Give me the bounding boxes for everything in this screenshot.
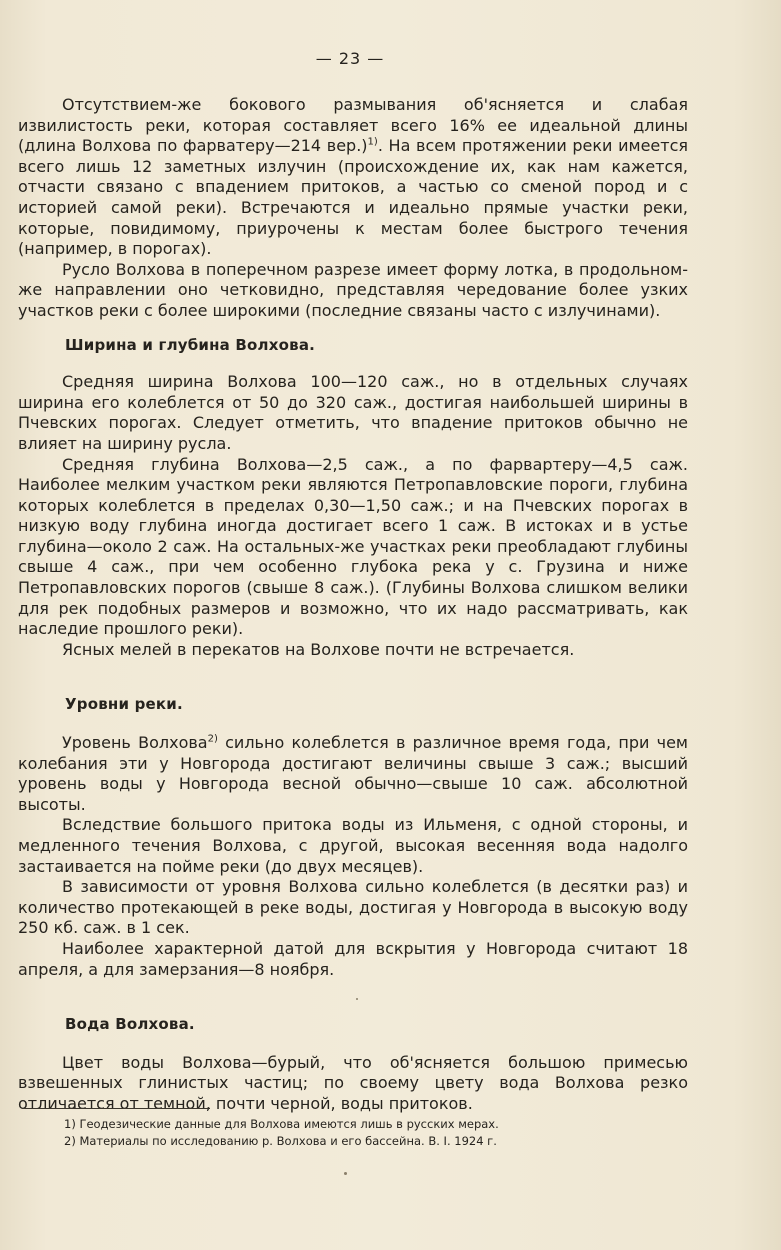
section-heading-levels: Уровни реки.	[65, 695, 183, 714]
paragraph-levels-1: Уровень Волхова$^{2)}$ сильно колеблется в различное время года, при чем колебания эти у Новгорода достигают величины свыше 3 саж.; высший уровень воды у Новгорода весной обычно—свыше 10 саж. абсолютной высоты.	[18, 733, 688, 814]
paragraph-intro-2: Русло Волхова в поперечном разрезе имеет форму лотка, в продольном-же направлении оно четковидно, представляя чередование более узких участков реки с более широкими (последние связаны часто с излучинами).	[18, 259, 688, 320]
paragraph-water: Цвет воды Волхова—бурый, что об'ясняется большою примесью взвешенных глинистых частиц; по своему цвету вода Волхова резко отличается от темной, почти черной, воды притоков.	[18, 1052, 688, 1113]
paragraph-levels-2: Вследствие большого притока воды из Ильменя, с одной стороны, и медленного течения Волхова, с другой, высокая весенняя вода надолго застаивается на пойме реки (до двух месяцев).	[18, 815, 688, 876]
section-heading-water: Вода Волхова.	[65, 1015, 195, 1034]
footnote-1: 1) Геодезические данные для Волхова имеются лишь в русских мерах.	[64, 1117, 499, 1131]
footnote-divider	[22, 1108, 210, 1109]
footnotes	[64, 1116, 624, 1150]
paragraph-levels-3: В зависимости от уровня Волхова сильно колеблется (в десятки раз) и количество протекающей в реке воды, достигая у Новгорода в высокую воду 250 кб. саж. в 1 сек.	[18, 877, 688, 938]
paragraph-levels-4: Наиболее характерной датой для вскрытия у Новгорода считают 18 апреля, а для замерзания—8 ноября.	[18, 938, 688, 979]
footnote-ref-2[interactable]: 2)	[207, 733, 218, 745]
page-number: — 23 —	[315, 49, 385, 68]
paragraph-shoals: Ясных мелей в перекатов на Волхове почти не встречается.	[62, 639, 575, 659]
paper-speck	[344, 1172, 347, 1175]
paper-speck	[356, 998, 358, 1000]
footnote-2: 2) Материалы по исследованию р. Волхова и его бассейна. В. I. 1924 г.	[64, 1134, 497, 1148]
paragraph-depth: Средняя глубина Волхова—2,5 саж., а по фарвартеру—4,5 саж. Наиболее мелким участком реки являются Петропавловские пороги, глубина которых колеблется в пределах 0,30—1,50 саж.; и на Пчевских порогах в низкую воду глубина иногда достигает всего 1 саж. В истоках и в устье глубина—около 2 саж. На остальных-же участках реки преобладают глубины свыше 4 саж., при чем особенно глубока река у с. Грузина и ниже Петропавловских порогов (свыше 8 саж.). (Глубины Волхова слишком велики для рек подобных размеров и возможно, что их надо рассматривать, как наследие прошлого реки).	[18, 454, 688, 639]
section-heading-width-depth: Ширина и глубина Волхова.	[65, 335, 316, 354]
paragraph-intro-1: Отсутствием-же бокового размывания об'ясняется и слабая извилистость реки, которая составляет всего 16% ее идеальной длины (длина Волхова по фарватеру—214 вер.)$^{1)}$. На всем протяжении реки имеется всего лишь 12 заметных излучин (происхождение их, как нам кажется, отчасти связано с впадением притоков, а частью со сменой пород и с историей самой реки). Встречаются и идеально прямые участки реки, которые, повидимому, приурочены к местам более быстрого течения (например, в порогах).	[18, 95, 689, 259]
paragraph-width: Средняя ширина Волхова 100—120 саж., но в отдельных случаях ширина его колеблется от 50 до 320 саж., достигая наибольшей ширины в Пчевских порогах. Следует отметить, что впадение притоков обычно не влияет на ширину русла.	[18, 372, 688, 453]
page-body	[18, 95, 688, 1115]
footnote-ref-1[interactable]: 1)	[367, 136, 378, 148]
